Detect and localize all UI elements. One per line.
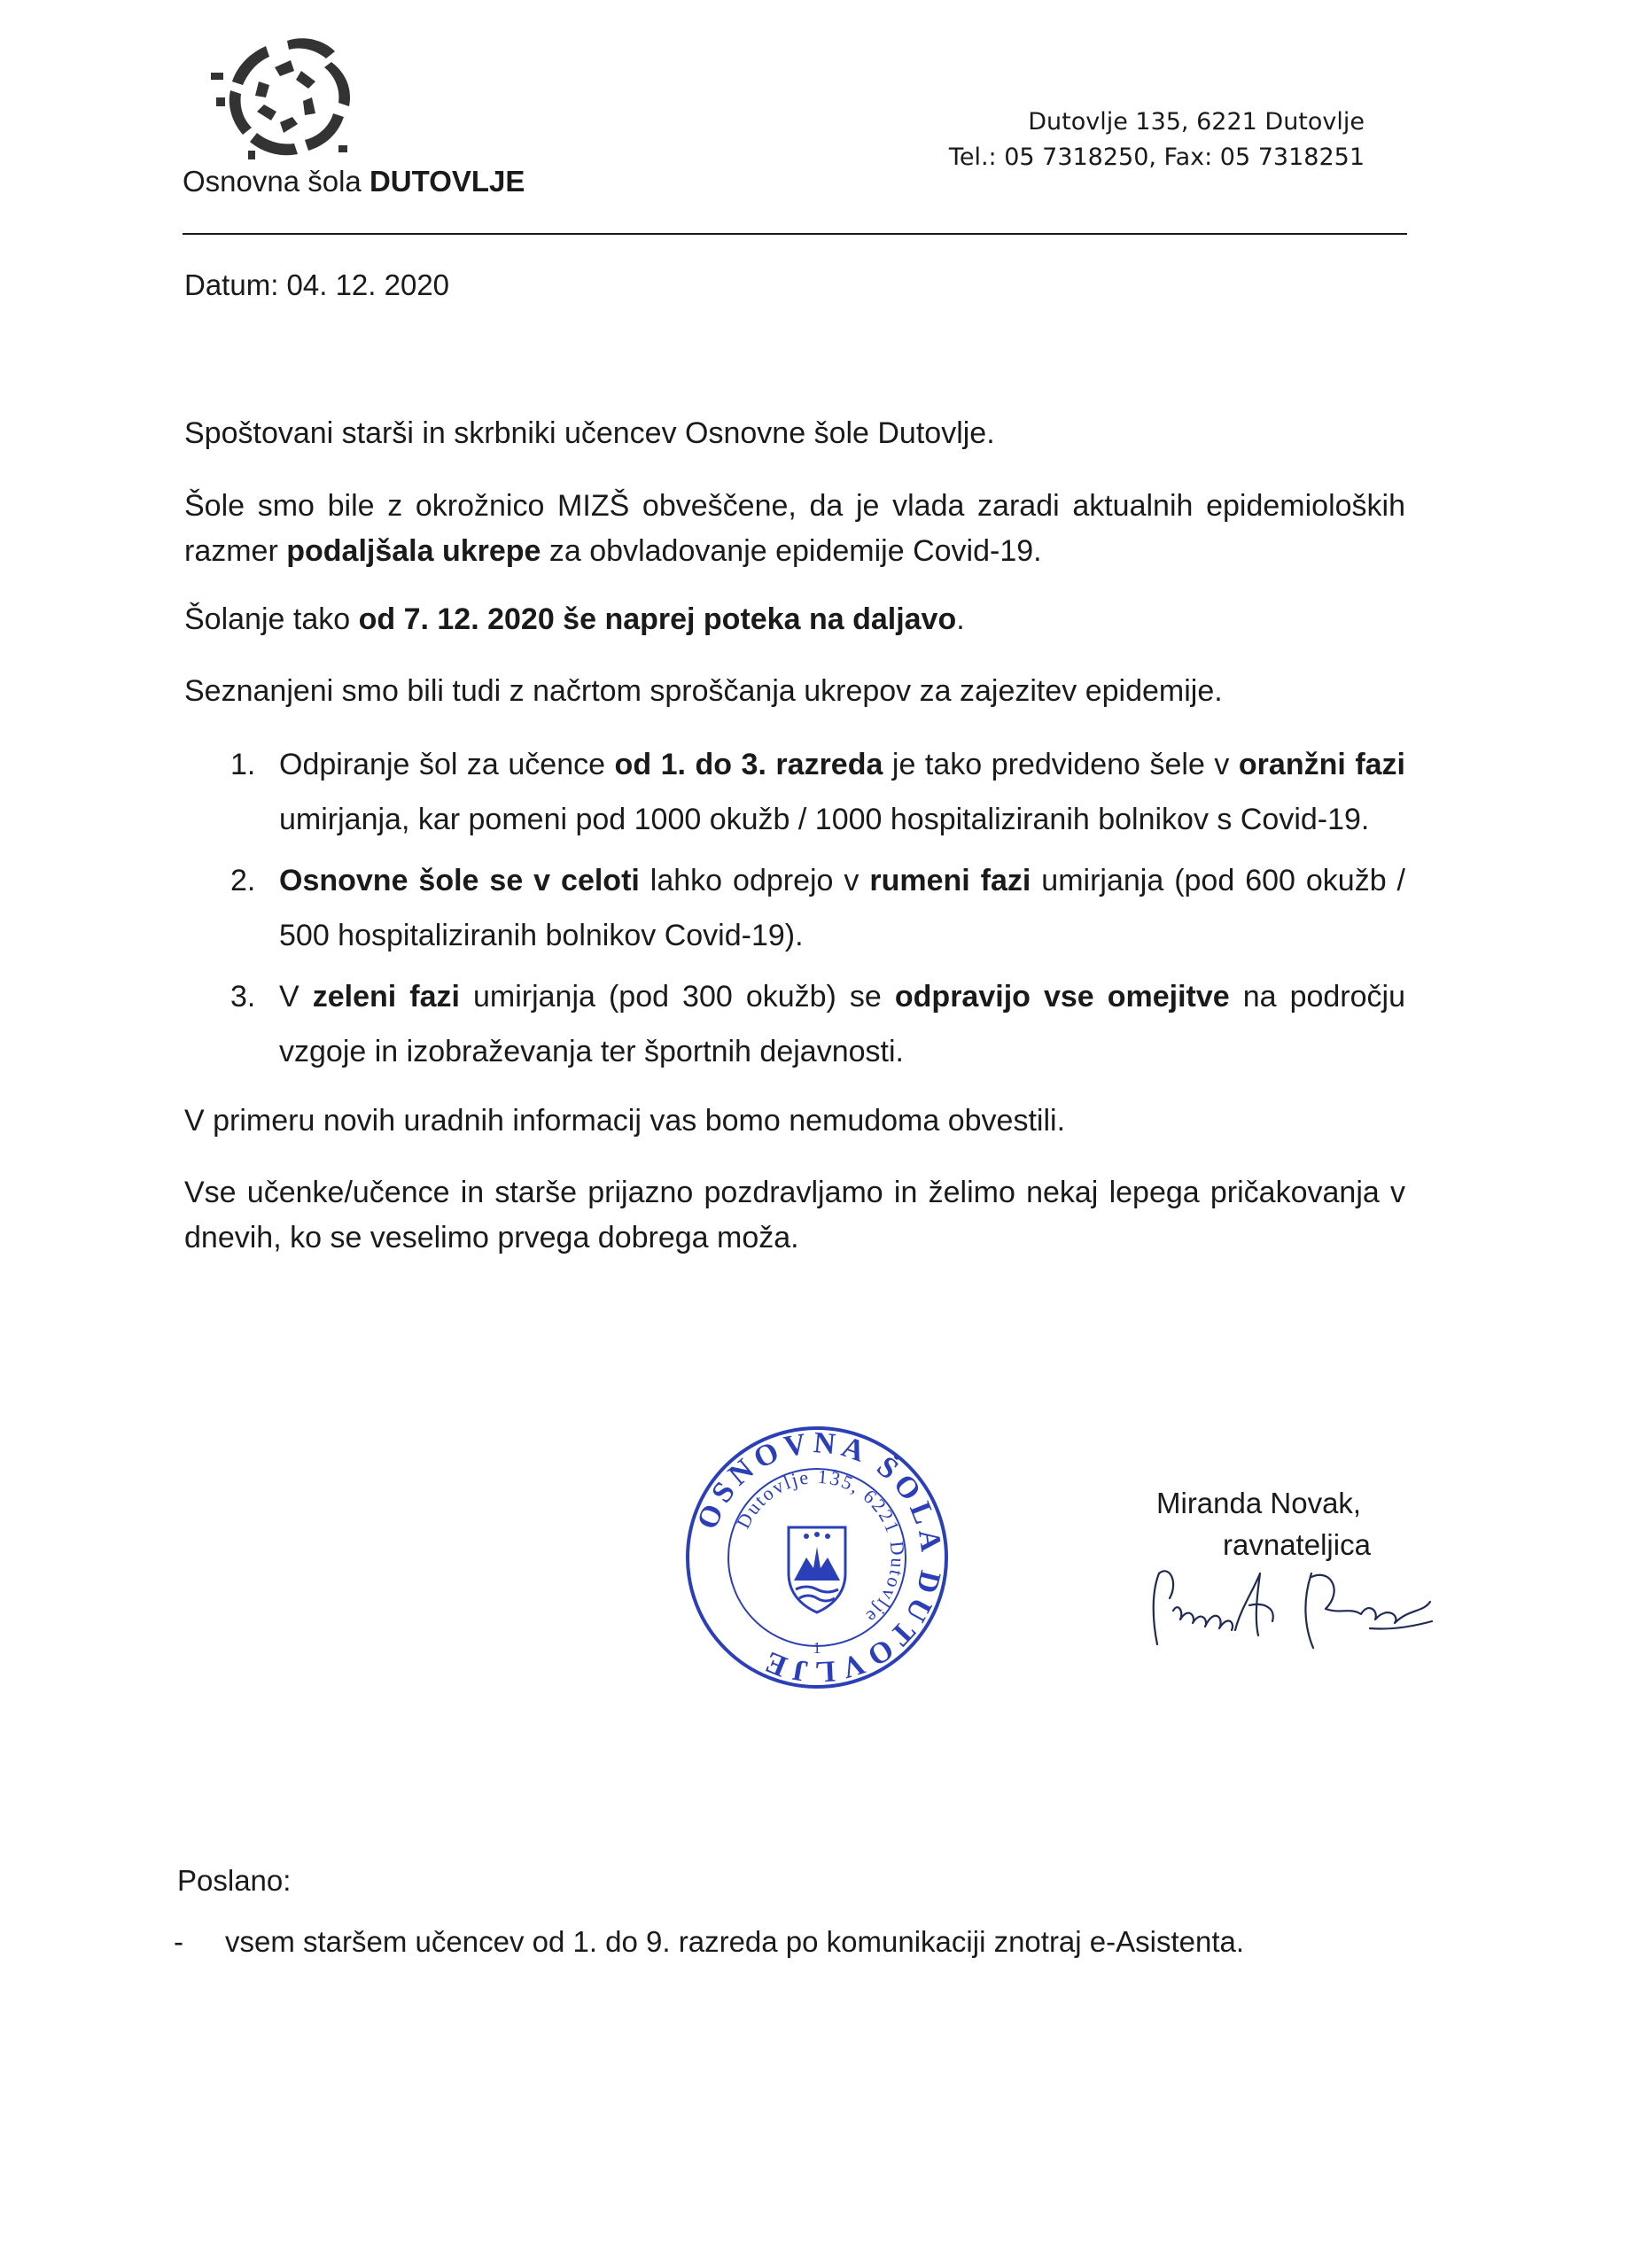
phase-list-item <box>184 737 1405 847</box>
contact-line: Tel.: 05 7318250, Fax: 05 7318251 <box>948 144 1365 171</box>
text-run: je tako predvideno šele v <box>883 748 1239 781</box>
text-run: umirjanja (pod 300 okužb) se <box>459 980 895 1014</box>
header-divider <box>183 233 1407 235</box>
paragraph-4: V primeru novih uradnih informacij vas bomo nemudoma obvestili. <box>184 1104 1066 1138</box>
school-name-prefix: Osnovna šola <box>183 165 362 198</box>
list-number: 2. <box>230 864 256 897</box>
bold-phrase: oranžni fazi <box>1238 748 1406 781</box>
phase-list-item <box>184 853 1405 963</box>
bold-phrase: odpravijo vse omejitve <box>894 980 1230 1014</box>
school-name <box>183 165 525 198</box>
paragraph-2 <box>184 597 1405 642</box>
signatory-name: Miranda Novak, <box>1156 1487 1362 1519</box>
sent-recipients <box>174 1925 1244 1959</box>
stamp-inner-text: Dutovlje 135, 6221 Dutovlje <box>731 1464 910 1629</box>
school-name-bold: DUTOVLJE <box>369 165 525 198</box>
bold-phrase: od 1. do 3. razreda <box>614 748 883 781</box>
sent-label: Poslano: <box>177 1864 292 1897</box>
bold-phrase: podaljšala ukrepe <box>286 534 541 568</box>
phase-list <box>184 737 1405 1079</box>
list-dash: - <box>174 1925 183 1958</box>
phase-list-item <box>184 969 1405 1079</box>
bold-phrase: od 7. 12. 2020 še naprej poteka na daljavo <box>358 602 957 636</box>
greeting: Spoštovani starši in skrbniki učencev Osnovne šole Dutovlje. <box>184 416 995 450</box>
bold-phrase: rumeni fazi <box>869 864 1031 897</box>
school-stamp <box>684 1425 950 1690</box>
stamp-outer-text: OSNOVNA ŠOLA DUTOVLJE <box>690 1426 948 1689</box>
letter-date: Datum: 04. 12. 2020 <box>184 268 450 301</box>
text-run: za obvladovanje epidemije Covid-19. <box>541 534 1042 568</box>
handwritten-signature <box>1143 1556 1444 1653</box>
text-run: Odpiranje šol za učence <box>279 748 615 781</box>
svg-text:Dutovlje 135, 6221 Dutovlje <box>732 1465 910 1629</box>
paragraph-3: Seznanjeni smo bili tudi z načrtom sproščanja ukrepov za zajezitev epidemije. <box>184 674 1223 708</box>
text-run: umirjanja, kar pomeni pod 1000 okužb / 1000 hospitaliziranih bolnikov s Covid-19. <box>279 803 1370 836</box>
text-run: na področju vzgoje in izobraževanja ter športnih dejavnosti. <box>279 980 1405 1068</box>
list-number: 1. <box>230 748 256 781</box>
paragraph-5: Vse učenke/učence in starše prijazno pozdravljamo in želimo nekaj lepega pričakovanja v dnevih, ko se veselimo prvega dobrega moža. <box>184 1176 1405 1254</box>
list-number: 3. <box>230 980 256 1014</box>
text-run: Šolanje tako <box>184 602 359 636</box>
school-logo-icon <box>206 32 365 165</box>
address-line: Dutovlje 135, 6221 Dutovlje <box>1028 108 1365 136</box>
slovenia-coat-of-arms-icon <box>789 1527 845 1612</box>
text-run: V <box>279 980 313 1014</box>
letter-body <box>184 411 1405 1261</box>
text-run: Šole smo bile z okrožnico MIZŠ obveščene, da je vlada zaradi aktualnih epidemioloških razmer <box>184 489 1405 568</box>
text-run: . <box>956 602 965 636</box>
bold-phrase: zeleni fazi <box>312 980 460 1014</box>
bold-phrase: Osnovne šole se v celoti <box>279 864 640 897</box>
school-address <box>904 105 1365 175</box>
stamp-number: 1 <box>813 1639 821 1657</box>
sent-recipients-text: vsem staršem učencev od 1. do 9. razreda po komunikaciji znotraj e-Asistenta. <box>225 1925 1245 1958</box>
text-run: umirjanja (pod 600 okužb / 500 hospitaliziranih bolnikov Covid-19). <box>279 864 1406 952</box>
signatory-role: ravnateljica <box>1223 1528 1371 1561</box>
paragraph-1 <box>184 484 1405 574</box>
text-run: lahko odprejo v <box>639 864 870 897</box>
